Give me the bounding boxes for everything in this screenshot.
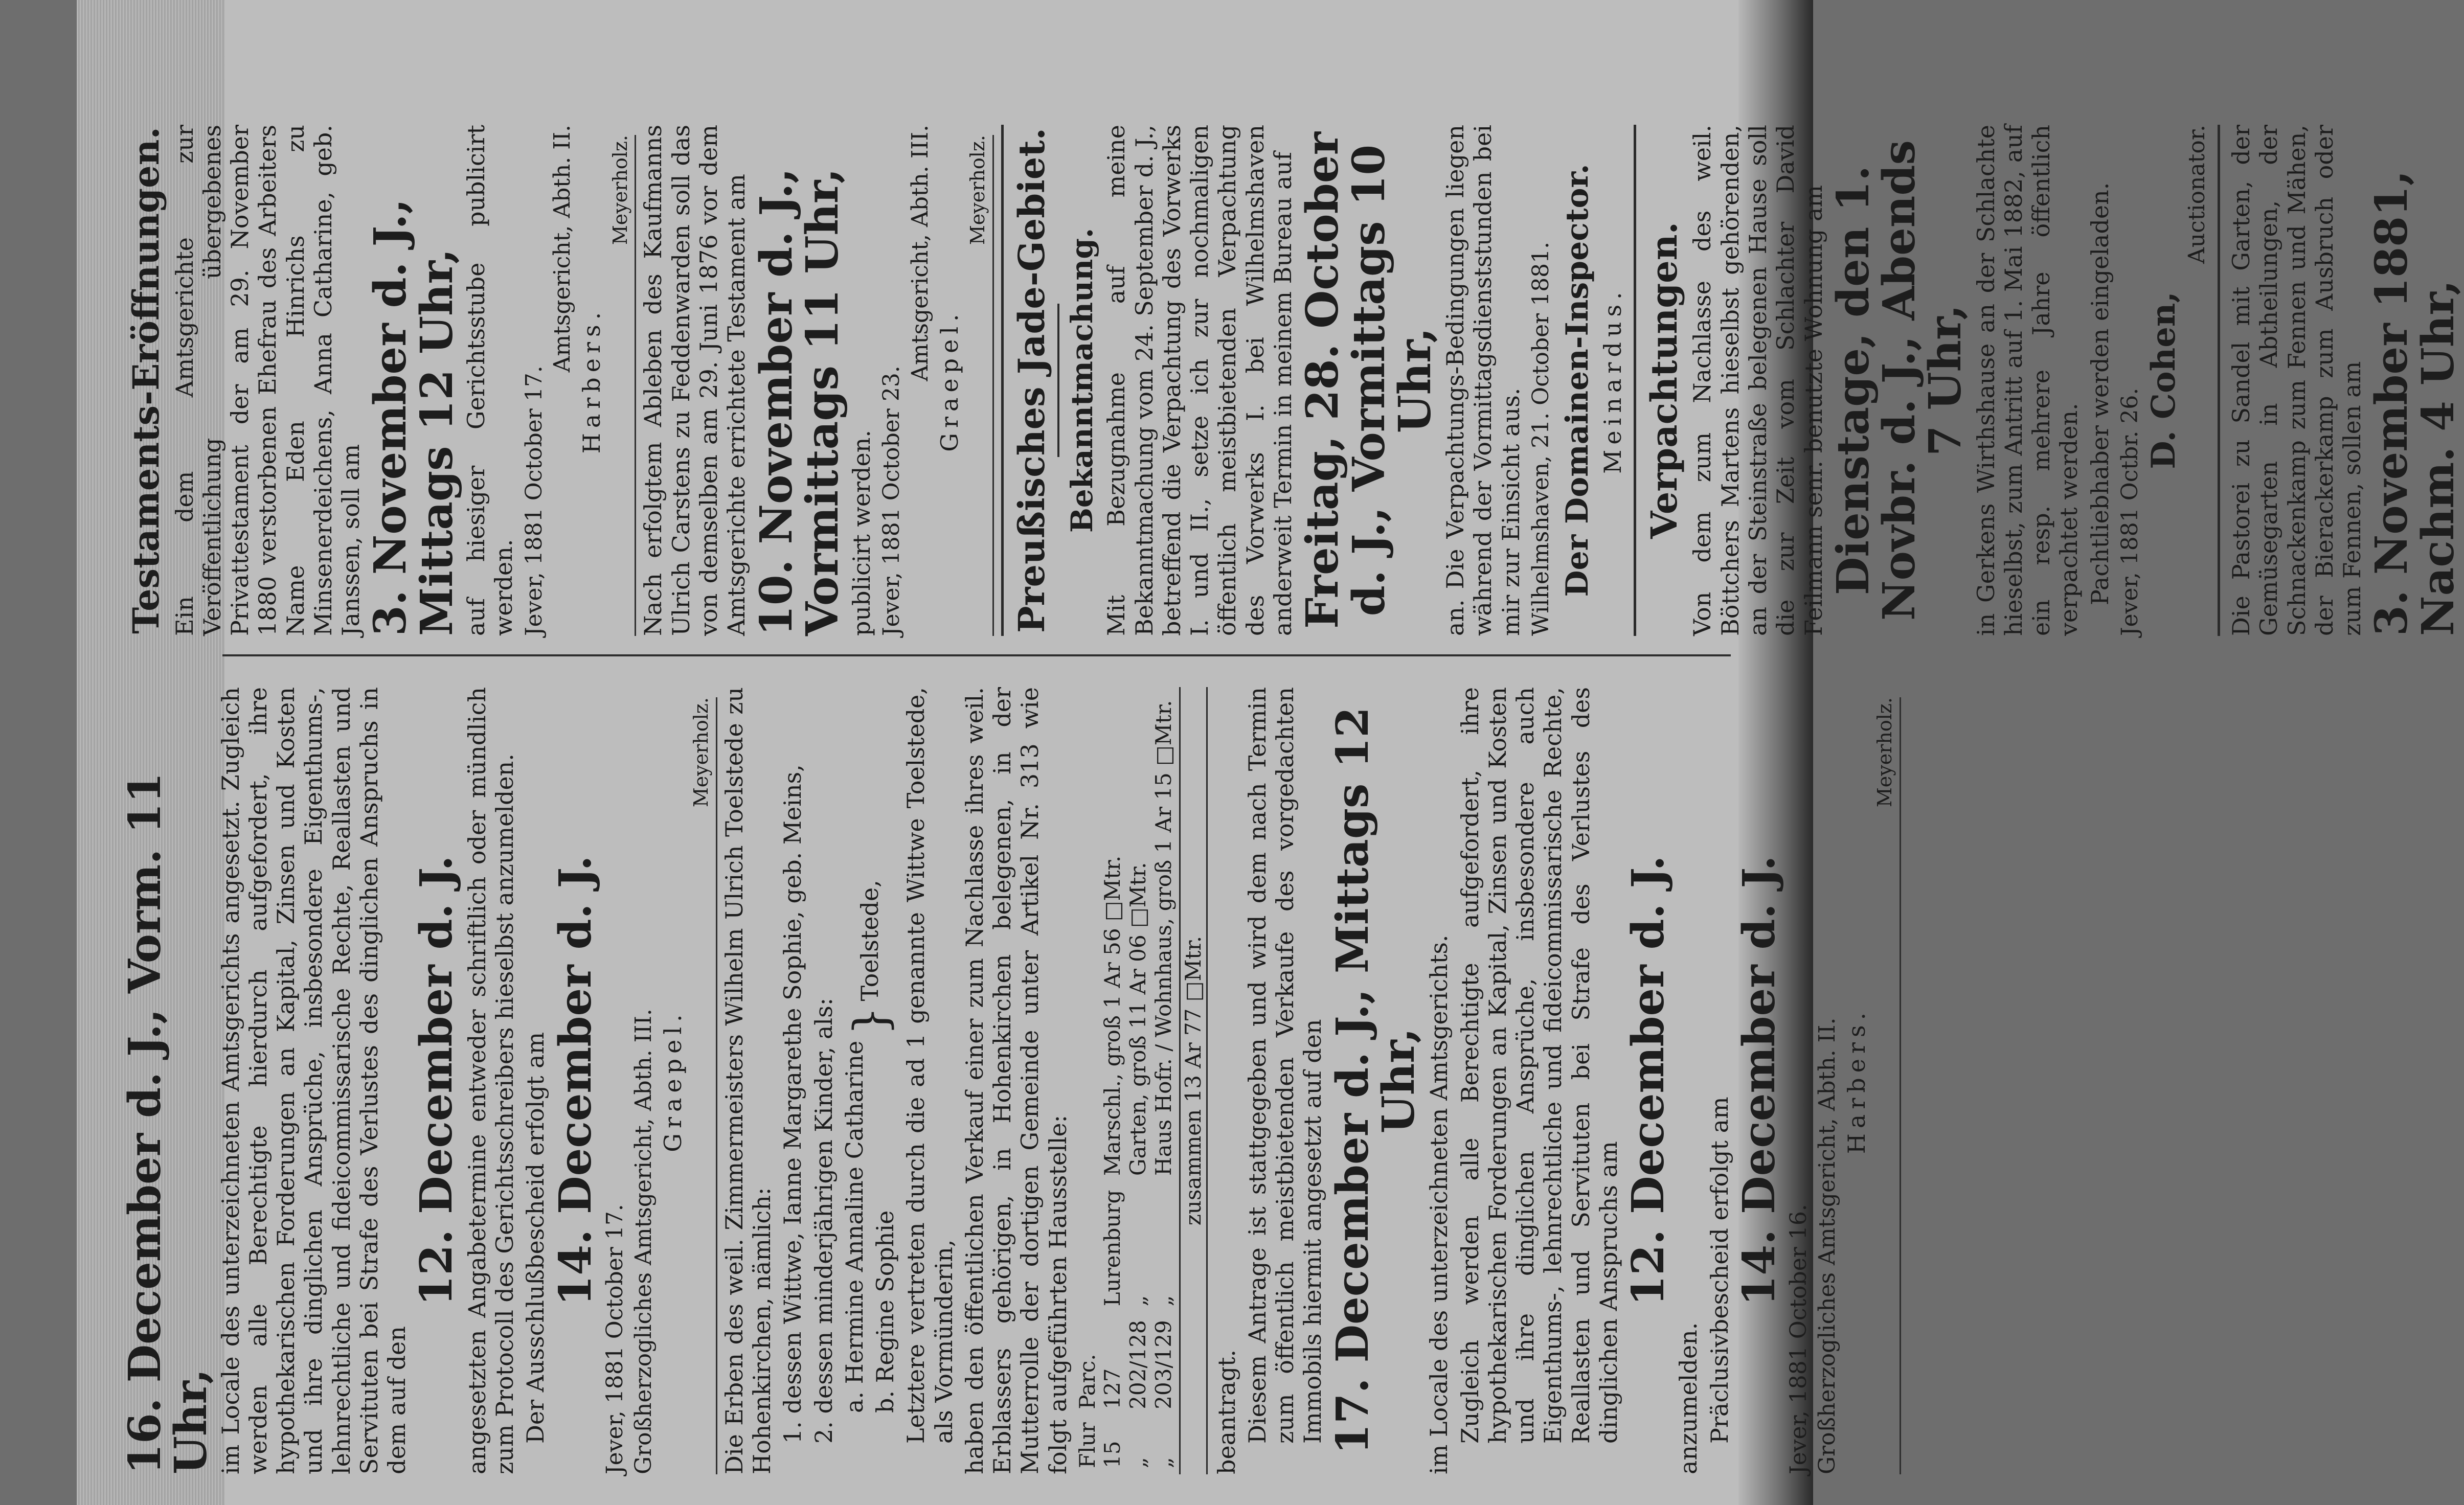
notice-date: 14. December d. J.	[549, 855, 601, 1306]
table-cell: „	[1150, 1295, 1176, 1307]
notice-house-sale	[720, 687, 1901, 1474]
rotated-page-content	[119, 102, 2464, 1505]
notice-text: angesetzten Angabetermine entweder schriftlich oder mündlich zum Protocoll des Gerichtsschreibers hieselbst anzumelden.	[463, 687, 519, 1474]
signature-office: Der Domainen-Inspector.	[1559, 164, 1595, 597]
signature-court: Großherzogliches Amtsgericht, Abth. III.	[630, 1009, 657, 1474]
signature-place-date: Jever, 1881 October 17.	[601, 1204, 628, 1474]
notice-date: 14. December d. J.	[1733, 855, 1785, 1306]
notice-text: Mit Bezugnahme auf meine Bekanntmachung vom 24. September d. J., betreffend die Verpachtung des Vorwerks I. und II., setze ich zur nochmaligen öffentlich meistbietenden Verpachtung des Vorwerks I. bei Wilhelmshaven anderweit Termin in meinem Bureau auf	[1102, 125, 1297, 636]
signature-court: Amtsgericht, Abth. II.	[549, 125, 576, 373]
notice-text: an. Die Verpachtungs-Bedingungen liegen während der Vormittagsdienststunden bei mir zur Einsicht aus.	[1441, 125, 1525, 636]
notice-text: Pachtliebhaber werden eingeladen.	[2086, 182, 2114, 605]
parcel-table	[1075, 687, 1176, 1474]
table-cell: 202/128	[1125, 1320, 1151, 1409]
notice-date: 12. December d. J.	[411, 855, 463, 1306]
notice-testament-1	[125, 125, 636, 636]
print-location: Meyerholz.	[966, 135, 994, 636]
notice-leases	[1643, 125, 2210, 636]
notice-list-item: a. Hermine Annaline Catharine	[840, 1040, 868, 1413]
notice-text: auf hiesiger Gerichtsstube publicirt werden.	[462, 125, 518, 636]
notice-text: beantragt.	[1212, 1349, 1240, 1474]
notice-text: Nach erfolgtem Ableben des Kaufmanns Ulrich Carstens zu Feddenwarden soll das von demselben am 29. Juni 1876 vor dem Amtsgerichte errichtete Testament am	[639, 125, 751, 636]
signature-court: Großherzogliches Amtsgericht, Abth. II.	[1814, 1017, 1841, 1474]
children-list	[841, 687, 902, 1474]
signature-place-date: Jever, 1881 October 16.	[1785, 1204, 1812, 1474]
section-heading: Testaments-Eröffnungen.	[125, 127, 167, 634]
notice-date: 16. December d. J., Vorm. 11 Uhr,	[119, 772, 217, 1474]
signature-name: Harbers.	[578, 307, 606, 454]
notice-text: Diesem Antrage ist stattgegeben und wird dem nach Termin zum öffentlich meistbietenden Verkaufe des vorgedachten Immobils hiermit angesetzt auf den	[1243, 687, 1327, 1444]
left-column	[119, 667, 1896, 1474]
section-rule	[2218, 125, 2220, 636]
table-row	[1100, 687, 1125, 1474]
table-cell: Marschl., groß 1 Ar 56 □Mtr.	[1100, 855, 1125, 1176]
table-header-cell: Parc.	[1074, 1354, 1100, 1409]
area-total: zusammen 13 Ar 77 □Mtr.	[1179, 687, 1208, 1474]
notice-text: publicirt werden.	[848, 429, 876, 636]
table-cell: Garten, groß 11 Ar 06 □Mtr.	[1125, 862, 1151, 1176]
signature-name: Meinardus.	[1598, 287, 1626, 474]
notice-text: Von dem zum Nachlasse des weil. Böttchers Martens hieselbst gehörenden, an der Steinstraße belegenen Hause soll die zur Zeit vom Schlachter David Feilmann senr. benutzte Wohnung am	[1688, 125, 1827, 636]
surname-label: Toelstede,	[855, 880, 884, 1001]
notice-date: 17. December d. J., Mittags 12 Uhr,	[1326, 706, 1425, 1455]
right-column	[120, 125, 2464, 636]
notice-date: 10. November d. J., Vormittags 11 Uhr,	[750, 168, 848, 636]
notice-pastorei	[2227, 125, 2464, 636]
section-rule	[1001, 125, 1004, 636]
section-heading: Preußisches Jade-Gebiet.	[1010, 127, 1053, 633]
notice-text: Der Ausschlußbescheid erfolgt am	[522, 1032, 550, 1444]
signature-place-date: Jever, 1881 October 17.	[521, 366, 547, 636]
table-cell: „	[1125, 1295, 1151, 1307]
table-cell: 127	[1100, 1368, 1125, 1409]
signature-place-date: Jever, 1881 October 23.	[878, 366, 905, 636]
notice-text: Die Pastorei zu Sandel mit Garten, der Gemüsegarten in Abtheilungen, der Schnackenkamp zum Fennen und Mähen, der Bierackerkamp zum Ausbruch oder zum Fennen, sollen am	[2227, 125, 2366, 636]
table-header-cell: Flur	[1074, 1422, 1100, 1468]
brace-glyph: }	[844, 1006, 898, 1036]
notice-text: im Locale des unterzeichneten Amtsgerichts angesetzt. Zugleich werden alle Berechtigte hierdurch aufgefordert, ihre hypothekarischen Forderungen an Kapital, Zinsen und Kosten und ihre dinglichen Ansprüche, insbesondere Eigenthums-, lehnrechtliche und fideicommissarische Rechte, Reallasten und Servituten bei Strafe des Verlustes des dinglichen Anspruchs in dem auf den	[216, 687, 411, 1474]
signature-name: Harbers.	[1843, 1007, 1871, 1154]
notice-testament-2	[639, 125, 994, 636]
table-cell: Haus Hofr. / Wohnhaus, groß 1 Ar 15 □Mtr.	[1150, 700, 1176, 1176]
notice-jade-gebiet	[1011, 125, 1626, 636]
notice-text: Die Erben des weil. Zimmermeisters Wilhelm Ulrich Toelstede zu Hohenkirchen, nämlich:	[720, 687, 776, 1474]
notice-date: Freitag, 28. October d. J., Vormittags 10 Uhr,	[1297, 132, 1441, 629]
print-location: Meyerholz.	[690, 697, 717, 1474]
short-rule	[1057, 304, 1059, 457]
notice-text: Zugleich werden alle Berechtigte aufgefordert, ihre hypothekarischen Forderungen an Kapital, Zinsen und Kosten und ihre dinglichen Ansprüche, insbesondere auch Eigenthums-, lehnrechtliche und fideicommissarische Rechte, Reallasten und Servituten bei Strafe des Verlustes des dinglichen Anspruchs am	[1456, 687, 1622, 1444]
print-location: Meyerholz.	[609, 135, 637, 636]
notice-text: im Locale des unterzeichneten Amtsgerichts.	[1425, 934, 1453, 1474]
section-rule	[1634, 125, 1636, 636]
signature-court: Amtsgericht, Abth. III.	[907, 125, 934, 381]
notice-date: Dienstage, den 1. Novbr. d. J., Abends 7 Uhr,	[1827, 140, 1972, 621]
notice-subheading: Bekanntmachung.	[1064, 227, 1099, 533]
table-cell: 203/129	[1150, 1320, 1176, 1409]
notice-auction-continuation	[119, 687, 717, 1474]
table-cell: 15	[1100, 1441, 1125, 1468]
signature-title: Auctionator.	[2184, 125, 2210, 264]
notice-list-item: 2. dessen minderjährigen Kinder, als:	[809, 997, 838, 1444]
notice-list-item: 1. dessen Wittwe, Ianne Margarethe Sophie, geb. Meins,	[779, 764, 807, 1444]
table-cell: „	[1150, 1457, 1176, 1468]
notice-text: Präclusivbescheid erfolgt am	[1705, 1097, 1733, 1444]
notice-text: Ein dem Amtsgerichte zur Veröffentlichung übergebenes Privattestament der am 29. November 1880 verstorbenen Ehefrau des Arbeiters Name Eden Hinrichs zu Minsenerdeichens, Anna Catharine, geb. Janssen, soll am	[170, 125, 365, 636]
table-header-row	[1075, 687, 1100, 1474]
notice-text: haben den öffentlichen Verkauf einer zum Nachlasse ihres weil. Erblassers gehörigen, in Hohenkirchen belegenen, in der Mutterrolle der dortigen Gemeinde unter Artikel Nr. 313 wie folgt aufgeführten Hausstelle:	[960, 687, 1072, 1474]
table-cell: Lurenburg	[1100, 1190, 1125, 1307]
signature-name: D. Cohen,	[2144, 291, 2183, 469]
notice-date: 3. November 1881, Nachm. 4 Uhr,	[2366, 170, 2464, 636]
section-heading: Verpachtungen.	[1642, 222, 1685, 539]
notice-list-item: b. Regine Sophie	[871, 1210, 899, 1413]
notice-text: Letztere vertreten durch die ad 1 genannte Wittwe Toelstede, als Vormünderin,	[902, 687, 958, 1444]
table-row	[1125, 687, 1151, 1474]
print-location: Meyerholz.	[1873, 697, 1901, 1474]
signature-place-date: Wilhelmshaven, 21. October 1881.	[1527, 241, 1554, 636]
notice-text: in Gerkens Wirthshause an der Schlachte hieselbst, zum Antritt auf 1. Mai 1882, auf ein resp. mehrere Jahre öffentlich verpachtet werden.	[1972, 125, 2083, 636]
signature-place-date: Jever, 1881 Octbr. 26.	[2117, 387, 2143, 636]
column-divider	[222, 654, 1731, 656]
notice-date: 3. November d. J., Mittags 12 Uhr,	[365, 198, 463, 636]
notice-date: 12. December d. J.	[1622, 855, 1675, 1306]
table-row	[1151, 687, 1177, 1474]
notice-text: anzumelden.	[1675, 1322, 1703, 1474]
signature-name: Graepel.	[936, 309, 964, 452]
table-cell: „	[1125, 1457, 1151, 1468]
signature-name: Graepel.	[659, 1009, 687, 1152]
